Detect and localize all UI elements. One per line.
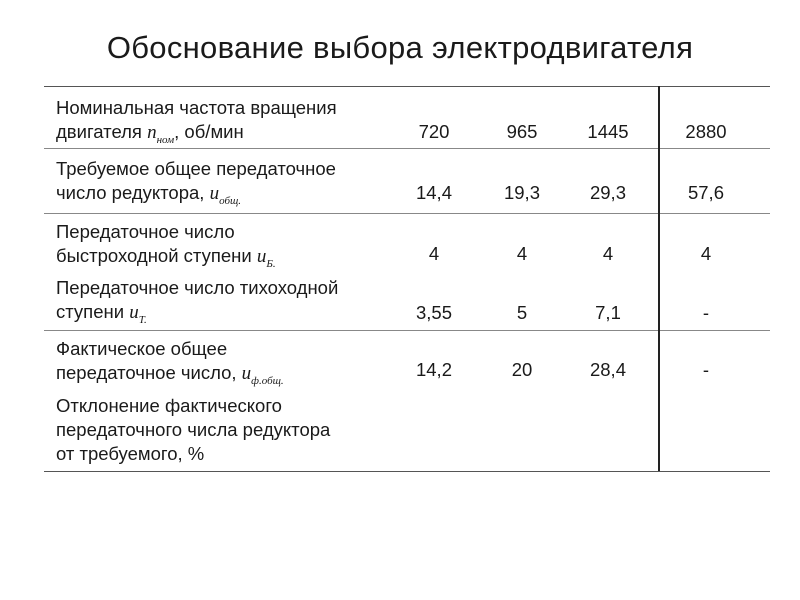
table-cell: 3,55 (415, 302, 452, 323)
table-top-border (44, 86, 770, 87)
table-bottom-border (44, 471, 770, 472)
table-cell: 7,1 (595, 302, 621, 323)
table-cell: 720 (418, 121, 450, 142)
row-label-actual-ratio: Фактическое общее передаточное число, $u_{ф.общ.}$ (56, 338, 284, 387)
table-cell: 4 (428, 243, 440, 264)
table-cell: 20 (511, 359, 533, 380)
gear-ratio-table (44, 86, 770, 471)
table-cell: 28,4 (589, 359, 626, 380)
table-cell: 19,3 (503, 182, 540, 203)
row-label-nominal-speed: Номинальная частота вращения двигателя $n_{ном}$, об/мин (56, 97, 337, 146)
table-cell: - (702, 302, 710, 323)
row-divider (44, 213, 770, 214)
row-divider (44, 148, 770, 149)
table-cell: 57,6 (687, 182, 724, 203)
row-divider (44, 330, 770, 331)
row-label-high-speed-stage: Передаточное число быстроходной ступени $u_{Б.}$ (56, 221, 276, 270)
table-cell: 5 (516, 302, 528, 323)
slide-title: Обоснование выбора электродвигателя (106, 30, 694, 65)
table-cell: 965 (506, 121, 538, 142)
table-cell: 4 (602, 243, 614, 264)
row-label-low-speed-stage: Передаточное число тихоходной ступени $u_{T.}$ (56, 277, 339, 326)
table-cell: 2880 (685, 121, 727, 142)
table-cell: 1445 (587, 121, 629, 142)
table-cell: 14,2 (415, 359, 452, 380)
table-cell: - (702, 359, 710, 380)
table-cell: 29,3 (589, 182, 626, 203)
table-cell: 14,4 (415, 182, 452, 203)
table-cell: 4 (516, 243, 528, 264)
row-label-deviation: Отклонение фактического передаточного числа редуктора от требуемого, % (56, 395, 331, 464)
table-cell: 4 (700, 243, 712, 264)
row-label-required-ratio: Требуемое общее передаточное число редуктора, $u_{общ.}$ (56, 158, 336, 207)
